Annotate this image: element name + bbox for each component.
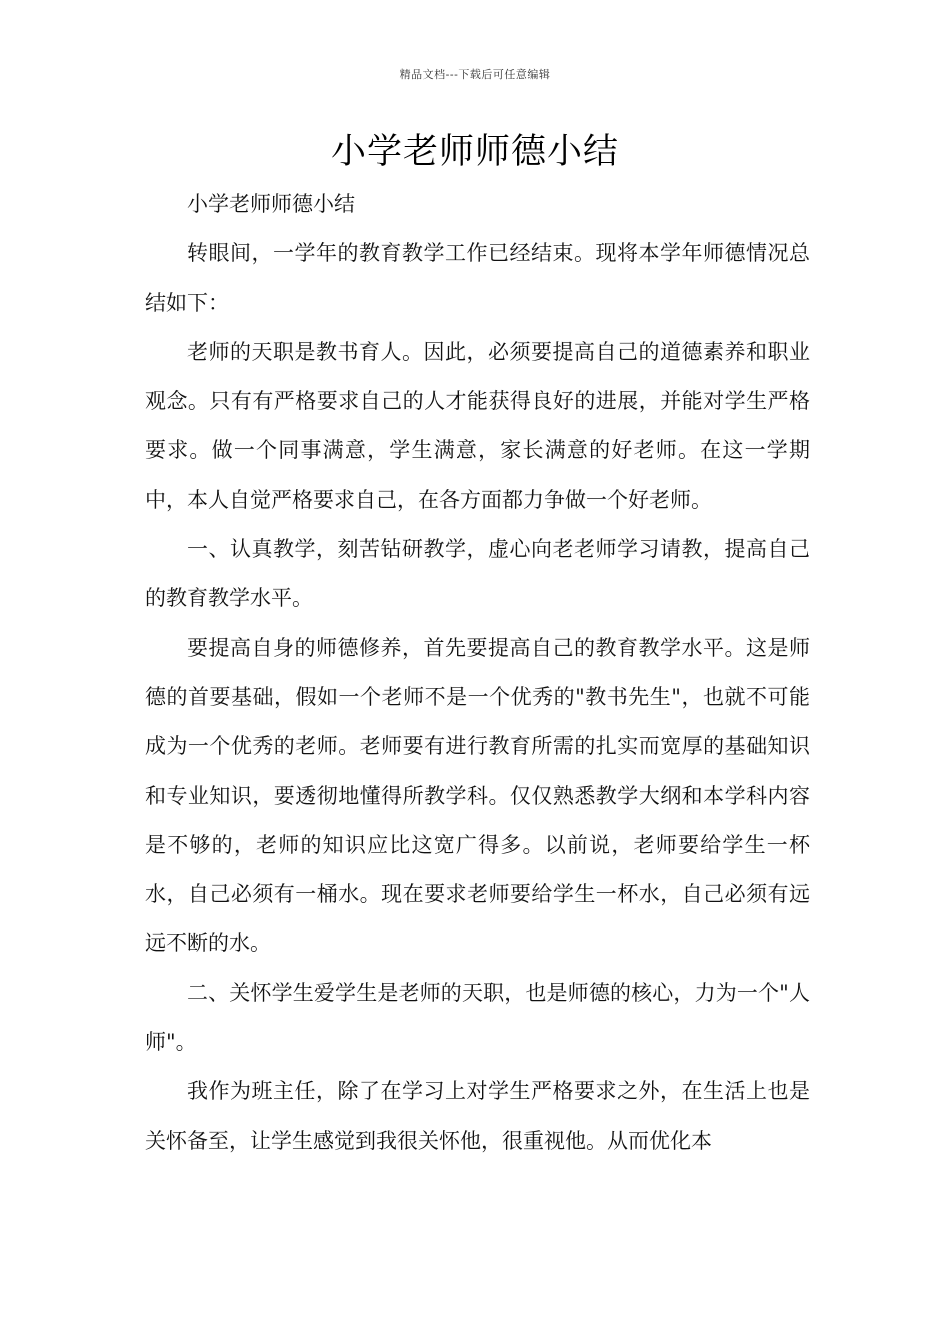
- section-heading-2: 二、关怀学生爱学生是老师的天职，也是师德的核心，力为一个"人师"。: [145, 980, 810, 1055]
- paragraph: 老师的天职是教书育人。因此，必须要提高自己的道德素养和职业观念。只有有严格要求自己的人才能获得良好的进展，并能对学生严格要求。做一个同事满意，学生满意，家长满意的好老师。在这一学期中，本人自觉严格要求自己，在各方面都力争做一个好老师。: [145, 339, 810, 512]
- document-title: 小学老师师德小结: [330, 132, 619, 172]
- document-header: 精品文档---下载后可任意编辑: [399, 68, 551, 81]
- section-heading-1: 一、认真教学，刻苦钻研教学，虚心向老老师学习请教，提高自己的教育教学水平。: [145, 537, 810, 611]
- paragraph-subtitle: 小学老师师德小结: [187, 192, 355, 216]
- paragraph: 要提高自身的师德修养，首先要提高自己的教育教学水平。这是师德的首要基础，假如一个老师不是一个优秀的"教书先生"，也就不可能成为一个优秀的老师。老师要有进行教育所需的扎实而宽厚的基础知识和专业知识，要透彻地懂得所教学科。仅仅熟悉教学大纲和本学科内容是不够的，老师的知识应比这宽广得多。以前说，老师要给学生一杯水，自己必须有一桶水。现在要求老师要给学生一杯水，自己必须有远远不断的水。: [145, 635, 810, 956]
- document-body: [145, 180, 810, 1166]
- paragraph: 我作为班主任，除了在学习上对学生严格要求之外，在生活上也是关怀备至，让学生感觉到我很关怀他，很重视他。从而优化本: [145, 1079, 810, 1153]
- paragraph-intro: 转眼间，一学年的教育教学工作已经结束。现将本学年师德情况总结如下：: [145, 241, 810, 315]
